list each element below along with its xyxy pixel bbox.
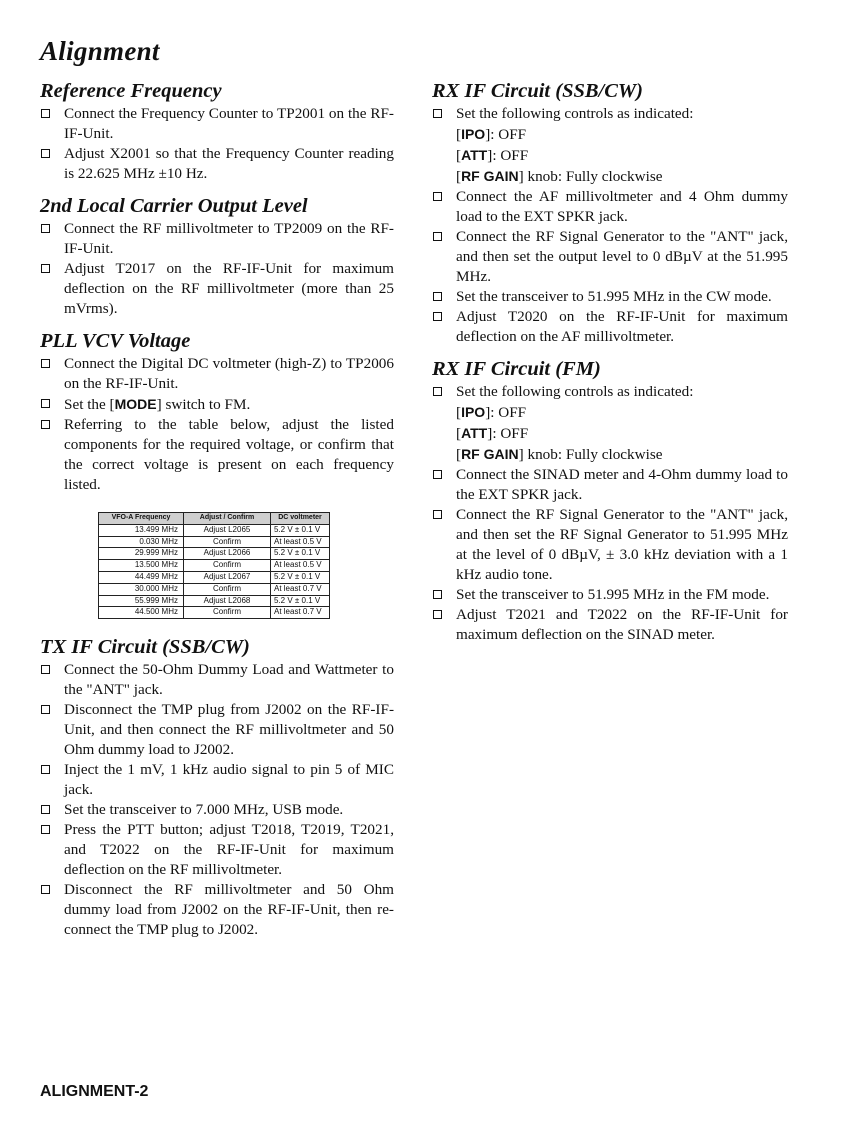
- checkbox-icon: [433, 610, 442, 619]
- checkbox-icon: [433, 109, 442, 118]
- table-header: VFO-A Frequency: [99, 513, 184, 525]
- vfo-table: [98, 512, 330, 619]
- table-row: 13.500 MHz Confirm At least 0.5 V: [99, 560, 330, 572]
- step-item: Set the transceiver to 7.000 MHz, USB mode.: [40, 800, 394, 820]
- checkbox-icon: [433, 510, 442, 519]
- control-setting: [ATT]: OFF: [456, 425, 529, 442]
- checkbox-icon: [41, 885, 50, 894]
- table-row: 0.030 MHz Confirm At least 0.5 V: [99, 536, 330, 548]
- control-setting: [RF GAIN] knob: Fully clockwise: [456, 446, 663, 463]
- checkbox-icon: [41, 805, 50, 814]
- checkbox-icon: [433, 387, 442, 396]
- table-row: 30.000 MHz Confirm At least 0.7 V: [99, 583, 330, 595]
- checkbox-icon: [41, 705, 50, 714]
- step-item: Set the following controls as indicated: [IPO]: OFF [ATT]: OFF [RF GAIN] knob: Fully clockwise: [432, 382, 788, 465]
- step-item: Adjust X2001 so that the Frequency Counter reading is 22.625 MHz ±10 Hz.: [40, 144, 394, 184]
- checkbox-icon: [433, 312, 442, 321]
- section-heading: 2nd Local Carrier Output Level: [40, 195, 308, 217]
- step-item: Inject the 1 mV, 1 kHz audio signal to pin 5 of MIC jack.: [40, 760, 394, 800]
- checkbox-icon: [433, 590, 442, 599]
- control-setting: [IPO]: OFF: [456, 404, 527, 421]
- table-header: Adjust / Confirm: [184, 513, 271, 525]
- step-item: Disconnect the TMP plug from J2002 on the RF-IF-Unit, and then connect the RF millivoltmeter and 50 Ohm dummy load to J2002.: [40, 700, 394, 760]
- checkbox-icon: [41, 109, 50, 118]
- table-row: 44.500 MHz Confirm At least 0.7 V: [99, 607, 330, 619]
- section-heading: RX IF Circuit (SSB/CW): [432, 80, 643, 102]
- step-item: Referring to the table below, adjust the listed components for the required voltage, or confirm that the correct voltage is present on each frequency listed.: [40, 415, 394, 495]
- checkbox-icon: [433, 192, 442, 201]
- mode-key-label: MODE: [114, 396, 157, 412]
- control-setting: [IPO]: OFF: [456, 126, 527, 143]
- step-item: Connect the RF millivoltmeter to TP2009 on the RF-IF-Unit.: [40, 219, 394, 259]
- checkbox-icon: [41, 825, 50, 834]
- section-heading: Reference Frequency: [40, 80, 222, 102]
- checkbox-icon: [41, 149, 50, 158]
- section-heading: TX IF Circuit (SSB/CW): [40, 636, 250, 659]
- step-item: Set the [MODE] switch to FM.: [40, 394, 394, 415]
- checkbox-icon: [41, 420, 50, 429]
- checkbox-icon: [41, 665, 50, 674]
- step-item: Disconnect the RF millivoltmeter and 50 Ohm dummy load from J2002 on the RF-IF-Unit, then re-connect the TMP plug to J2002.: [40, 880, 394, 940]
- page-title: Alignment: [40, 36, 160, 66]
- checkbox-icon: [41, 399, 50, 408]
- step-item: Connect the 50-Ohm Dummy Load and Wattmeter to the "ANT" jack.: [40, 660, 394, 700]
- step-item: Connect the Frequency Counter to TP2001 on the RF-IF-Unit.: [40, 104, 394, 144]
- step-item: Connect the SINAD meter and 4-Ohm dummy load to the EXT SPKR jack.: [432, 465, 788, 505]
- section-local-carrier: [40, 193, 394, 319]
- section-rx-if-ssb: [432, 78, 788, 347]
- control-setting: [ATT]: OFF: [456, 147, 529, 164]
- step-item: Adjust T2020 on the RF-IF-Unit for maximum deflection on the AF millivoltmeter.: [432, 307, 788, 347]
- left-column: [40, 78, 394, 940]
- step-item: Set the transceiver to 51.995 MHz in the FM mode.: [432, 585, 788, 605]
- table-row: 55.999 MHz Adjust L2068 5.2 V ± 0.1 V: [99, 595, 330, 607]
- checkbox-icon: [433, 232, 442, 241]
- checkbox-icon: [41, 359, 50, 368]
- checkbox-icon: [41, 765, 50, 774]
- page-footer: ALIGNMENT-2: [40, 1083, 149, 1100]
- table-header-row: [99, 513, 330, 525]
- section-rx-if-fm: [432, 356, 788, 645]
- checkbox-icon: [41, 264, 50, 273]
- step-item: Connect the RF Signal Generator to the "ANT" jack, and then set the output level to 0 dBµV at the 51.995 MHz.: [432, 227, 788, 287]
- checkbox-icon: [433, 292, 442, 301]
- checkbox-icon: [41, 224, 50, 233]
- step-item: Adjust T2017 on the RF-IF-Unit for maximum deflection on the RF millivoltmeter (more than 25 mVrms).: [40, 259, 394, 319]
- section-pll-vcv: [40, 328, 394, 619]
- section-heading: RX IF Circuit (FM): [432, 358, 601, 380]
- step-item: Set the following controls as indicated: [IPO]: OFF [ATT]: OFF [RF GAIN] knob: Fully clockwise: [432, 104, 788, 187]
- step-item: Connect the AF millivoltmeter and 4 Ohm dummy load to the EXT SPKR jack.: [432, 187, 788, 227]
- section-tx-if: [40, 634, 394, 940]
- section-reference-frequency: [40, 78, 394, 184]
- step-item: Set the transceiver to 51.995 MHz in the CW mode.: [432, 287, 788, 307]
- table-header: DC voltmeter: [271, 513, 330, 525]
- right-column: [432, 78, 788, 645]
- table-row: 29.999 MHz Adjust L2066 5.2 V ± 0.1 V: [99, 548, 330, 560]
- table-row: 13.499 MHz Adjust L2065 5.2 V ± 0.1 V: [99, 524, 330, 536]
- section-heading: PLL VCV Voltage: [40, 330, 191, 352]
- step-item: Connect the Digital DC voltmeter (high-Z) to TP2006 on the RF-IF-Unit.: [40, 354, 394, 394]
- step-item: Adjust T2021 and T2022 on the RF-IF-Unit for maximum deflection on the SINAD meter.: [432, 605, 788, 645]
- table-row: 44.499 MHz Adjust L2067 5.2 V ± 0.1 V: [99, 571, 330, 583]
- step-item: Connect the RF Signal Generator to the "ANT" jack, and then set the RF Signal Generator to 51.995 MHz at the level of 0 dBµV, ± 3.0 kHz deviation with a 1 kHz audio tone.: [432, 505, 788, 585]
- control-setting: [RF GAIN] knob: Fully clockwise: [456, 168, 663, 185]
- step-item: Press the PTT button; adjust T2018, T2019, T2021, and T2022 on the RF-IF-Unit for maximum deflection on the RF millivoltmeter.: [40, 820, 394, 880]
- checkbox-icon: [433, 470, 442, 479]
